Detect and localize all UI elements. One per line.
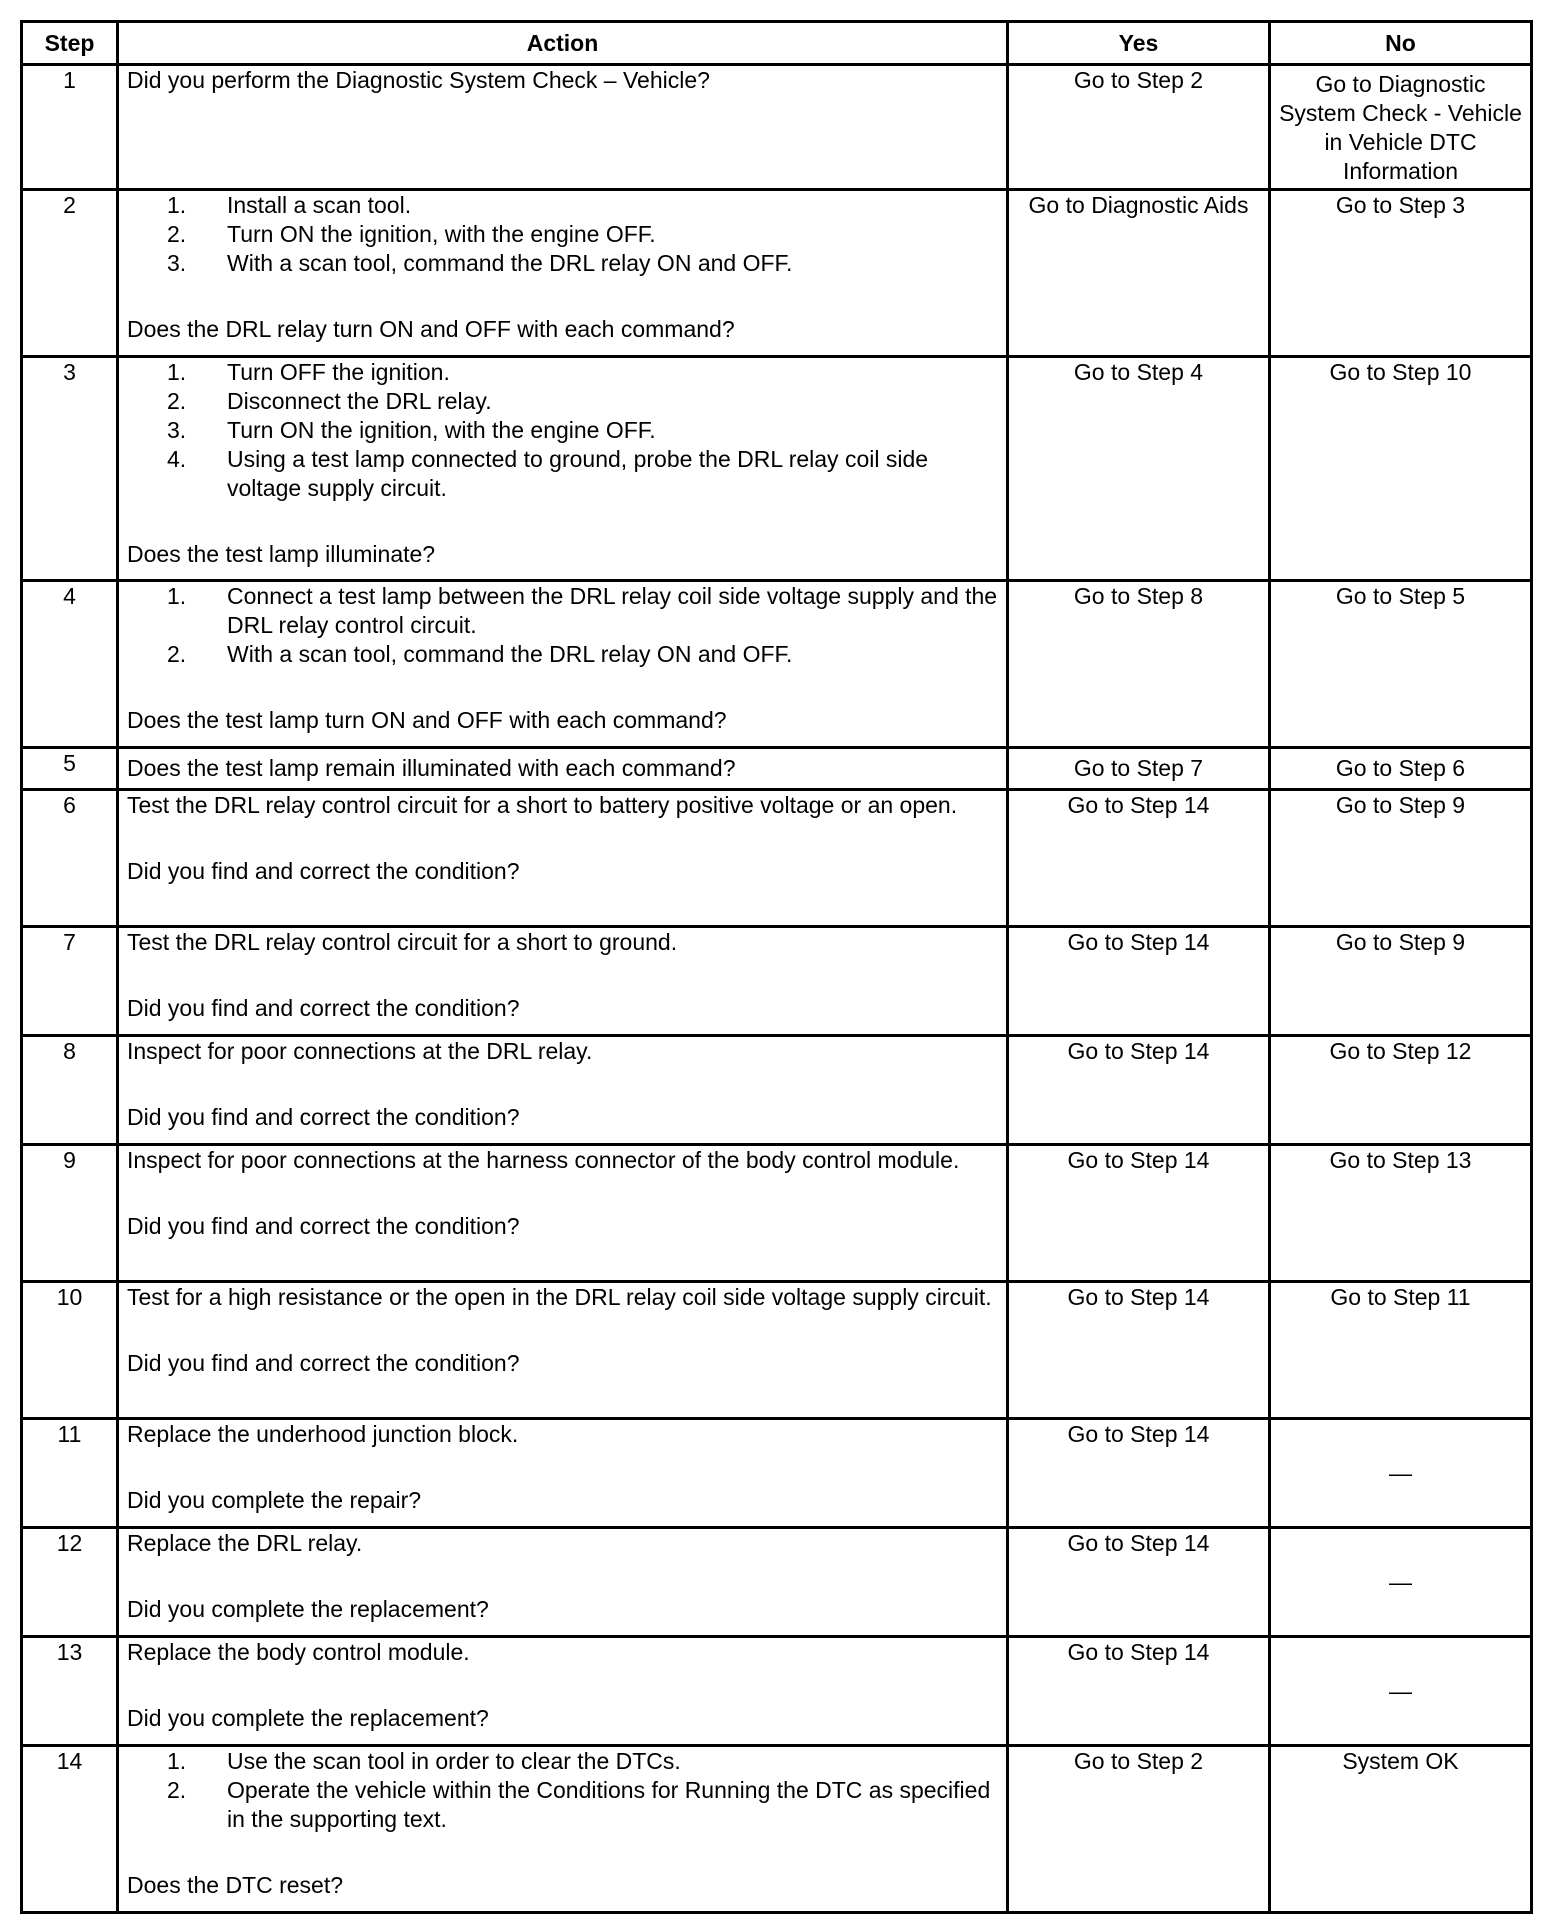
action-cell — [118, 927, 1008, 1036]
action-text: Test for a high resistance or the open in the DRL relay coil side voltage supply circuit. — [127, 1284, 992, 1310]
no-cell: Go to Step 9 — [1270, 927, 1532, 1036]
yes-cell: Go to Step 14 — [1008, 790, 1270, 927]
action-question: Does the test lamp turn ON and OFF with each command? — [127, 707, 727, 733]
yes-cell: Go to Step 14 — [1008, 1036, 1270, 1145]
list-item: 3. Turn ON the ignition, with the engine OFF. — [167, 417, 656, 443]
action-question: Did you complete the replacement? — [127, 1705, 489, 1731]
yes-cell: Go to Step 14 — [1008, 927, 1270, 1036]
action-question: Does the test lamp illuminate? — [127, 541, 436, 567]
no-cell: Go to Step 11 — [1270, 1282, 1532, 1419]
list-item: 3. With a scan tool, command the DRL relay ON and OFF. — [167, 250, 793, 276]
list-item: 2. Disconnect the DRL relay. — [167, 388, 492, 414]
step-number: 10 — [22, 1282, 118, 1419]
table-row — [22, 1036, 1532, 1145]
no-cell: Go to Step 5 — [1270, 581, 1532, 748]
action-question: Did you complete the repair? — [127, 1487, 422, 1513]
header-row — [22, 22, 1532, 65]
action-cell — [118, 1145, 1008, 1282]
header-yes: Yes — [1008, 22, 1270, 65]
action-question: Did you find and correct the condition? — [127, 1213, 520, 1239]
table-row — [22, 357, 1532, 581]
no-cell: Go to Step 13 — [1270, 1145, 1532, 1282]
yes-cell: Go to Step 4 — [1008, 357, 1270, 581]
step-number: 3 — [22, 357, 118, 581]
step-number: 6 — [22, 790, 118, 927]
table-row — [22, 190, 1532, 357]
list-item: 2. Operate the vehicle within the Conditions for Running the DTC as specified in the supporting text. — [167, 1777, 991, 1832]
action-text: Test the DRL relay control circuit for a short to ground. — [127, 929, 678, 955]
yes-cell: Go to Step 7 — [1008, 748, 1270, 790]
yes-cell: Go to Step 14 — [1008, 1528, 1270, 1637]
table-row — [22, 1145, 1532, 1282]
action-cell — [118, 581, 1008, 748]
yes-cell: Go to Step 2 — [1008, 1746, 1270, 1913]
action-steps — [127, 358, 998, 503]
action-text: Test the DRL relay control circuit for a short to battery positive voltage or an open. — [127, 792, 958, 818]
step-number: 5 — [22, 748, 118, 790]
no-cell: Go to Diagnostic System Check - Vehicle in Vehicle DTC Information — [1270, 65, 1532, 190]
action-cell — [118, 1746, 1008, 1913]
no-cell: Go to Step 9 — [1270, 790, 1532, 927]
table-row — [22, 1528, 1532, 1637]
no-cell: — — [1270, 1528, 1532, 1637]
header-no: No — [1270, 22, 1532, 65]
table-row — [22, 581, 1532, 748]
action-cell — [118, 1637, 1008, 1746]
step-number: 14 — [22, 1746, 118, 1913]
yes-cell: Go to Step 14 — [1008, 1145, 1270, 1282]
action-cell — [118, 1528, 1008, 1637]
list-item: 1. Connect a test lamp between the DRL relay coil side voltage supply and the DRL relay control circuit. — [167, 583, 998, 638]
step-number: 12 — [22, 1528, 118, 1637]
action-question: Does the DTC reset? — [127, 1872, 344, 1898]
list-item: 2. Turn ON the ignition, with the engine OFF. — [167, 221, 656, 247]
yes-cell: Go to Step 14 — [1008, 1282, 1270, 1419]
yes-cell: Go to Step 14 — [1008, 1637, 1270, 1746]
list-item: 4. Using a test lamp connected to ground, probe the DRL relay coil side voltage supply circuit. — [167, 446, 929, 501]
table-row — [22, 1746, 1532, 1913]
action-steps — [127, 582, 998, 669]
table-row — [22, 927, 1532, 1036]
table-row — [22, 748, 1532, 790]
action-text: Replace the underhood junction block. — [127, 1421, 519, 1447]
table-row — [22, 65, 1532, 190]
action-steps — [127, 1747, 998, 1834]
diagnostic-table — [20, 20, 1533, 1914]
no-cell: — — [1270, 1419, 1532, 1528]
no-cell: Go to Step 10 — [1270, 357, 1532, 581]
action-text: Did you perform the Diagnostic System Check – Vehicle? — [127, 67, 710, 93]
step-number: 11 — [22, 1419, 118, 1528]
action-cell — [118, 790, 1008, 927]
table-row — [22, 1419, 1532, 1528]
step-number: 7 — [22, 927, 118, 1036]
no-cell: Go to Step 3 — [1270, 190, 1532, 357]
action-steps — [127, 191, 998, 278]
action-cell — [118, 357, 1008, 581]
action-question: Did you find and correct the condition? — [127, 1104, 520, 1130]
no-cell: System OK — [1270, 1746, 1532, 1913]
action-question: Did you find and correct the condition? — [127, 1350, 520, 1376]
action-text: Replace the body control module. — [127, 1639, 470, 1665]
yes-cell: Go to Step 2 — [1008, 65, 1270, 190]
step-number: 13 — [22, 1637, 118, 1746]
action-cell — [118, 1419, 1008, 1528]
step-number: 4 — [22, 581, 118, 748]
table-row — [22, 790, 1532, 927]
step-number: 9 — [22, 1145, 118, 1282]
no-cell: Go to Step 12 — [1270, 1036, 1532, 1145]
action-cell — [118, 748, 1008, 790]
step-number: 8 — [22, 1036, 118, 1145]
diagnostic-table-container — [20, 20, 1533, 1914]
action-question: Does the DRL relay turn ON and OFF with each command? — [127, 316, 735, 342]
step-number: 1 — [22, 65, 118, 190]
no-cell: Go to Step 6 — [1270, 748, 1532, 790]
yes-cell: Go to Step 14 — [1008, 1419, 1270, 1528]
no-cell: — — [1270, 1637, 1532, 1746]
list-item: 1. Use the scan tool in order to clear the DTCs. — [167, 1748, 681, 1774]
yes-cell: Go to Diagnostic Aids — [1008, 190, 1270, 357]
list-item: 1. Turn OFF the ignition. — [167, 359, 450, 385]
list-item: 2. With a scan tool, command the DRL relay ON and OFF. — [167, 641, 793, 667]
list-item: 1. Install a scan tool. — [167, 192, 412, 218]
header-action: Action — [118, 22, 1008, 65]
yes-cell: Go to Step 8 — [1008, 581, 1270, 748]
action-text: Inspect for poor connections at the DRL relay. — [127, 1038, 593, 1064]
action-question: Did you complete the replacement? — [127, 1596, 489, 1622]
header-step: Step — [22, 22, 118, 65]
action-question: Did you find and correct the condition? — [127, 858, 520, 884]
action-cell — [118, 1282, 1008, 1419]
action-cell — [118, 1036, 1008, 1145]
action-cell — [118, 65, 1008, 190]
action-text: Replace the DRL relay. — [127, 1530, 363, 1556]
action-text: Inspect for poor connections at the harness connector of the body control module. — [127, 1147, 960, 1173]
action-cell — [118, 190, 1008, 357]
table-row — [22, 1282, 1532, 1419]
step-number: 2 — [22, 190, 118, 357]
action-question: Did you find and correct the condition? — [127, 995, 520, 1021]
action-question: Does the test lamp remain illuminated with each command? — [127, 755, 736, 781]
table-row — [22, 1637, 1532, 1746]
